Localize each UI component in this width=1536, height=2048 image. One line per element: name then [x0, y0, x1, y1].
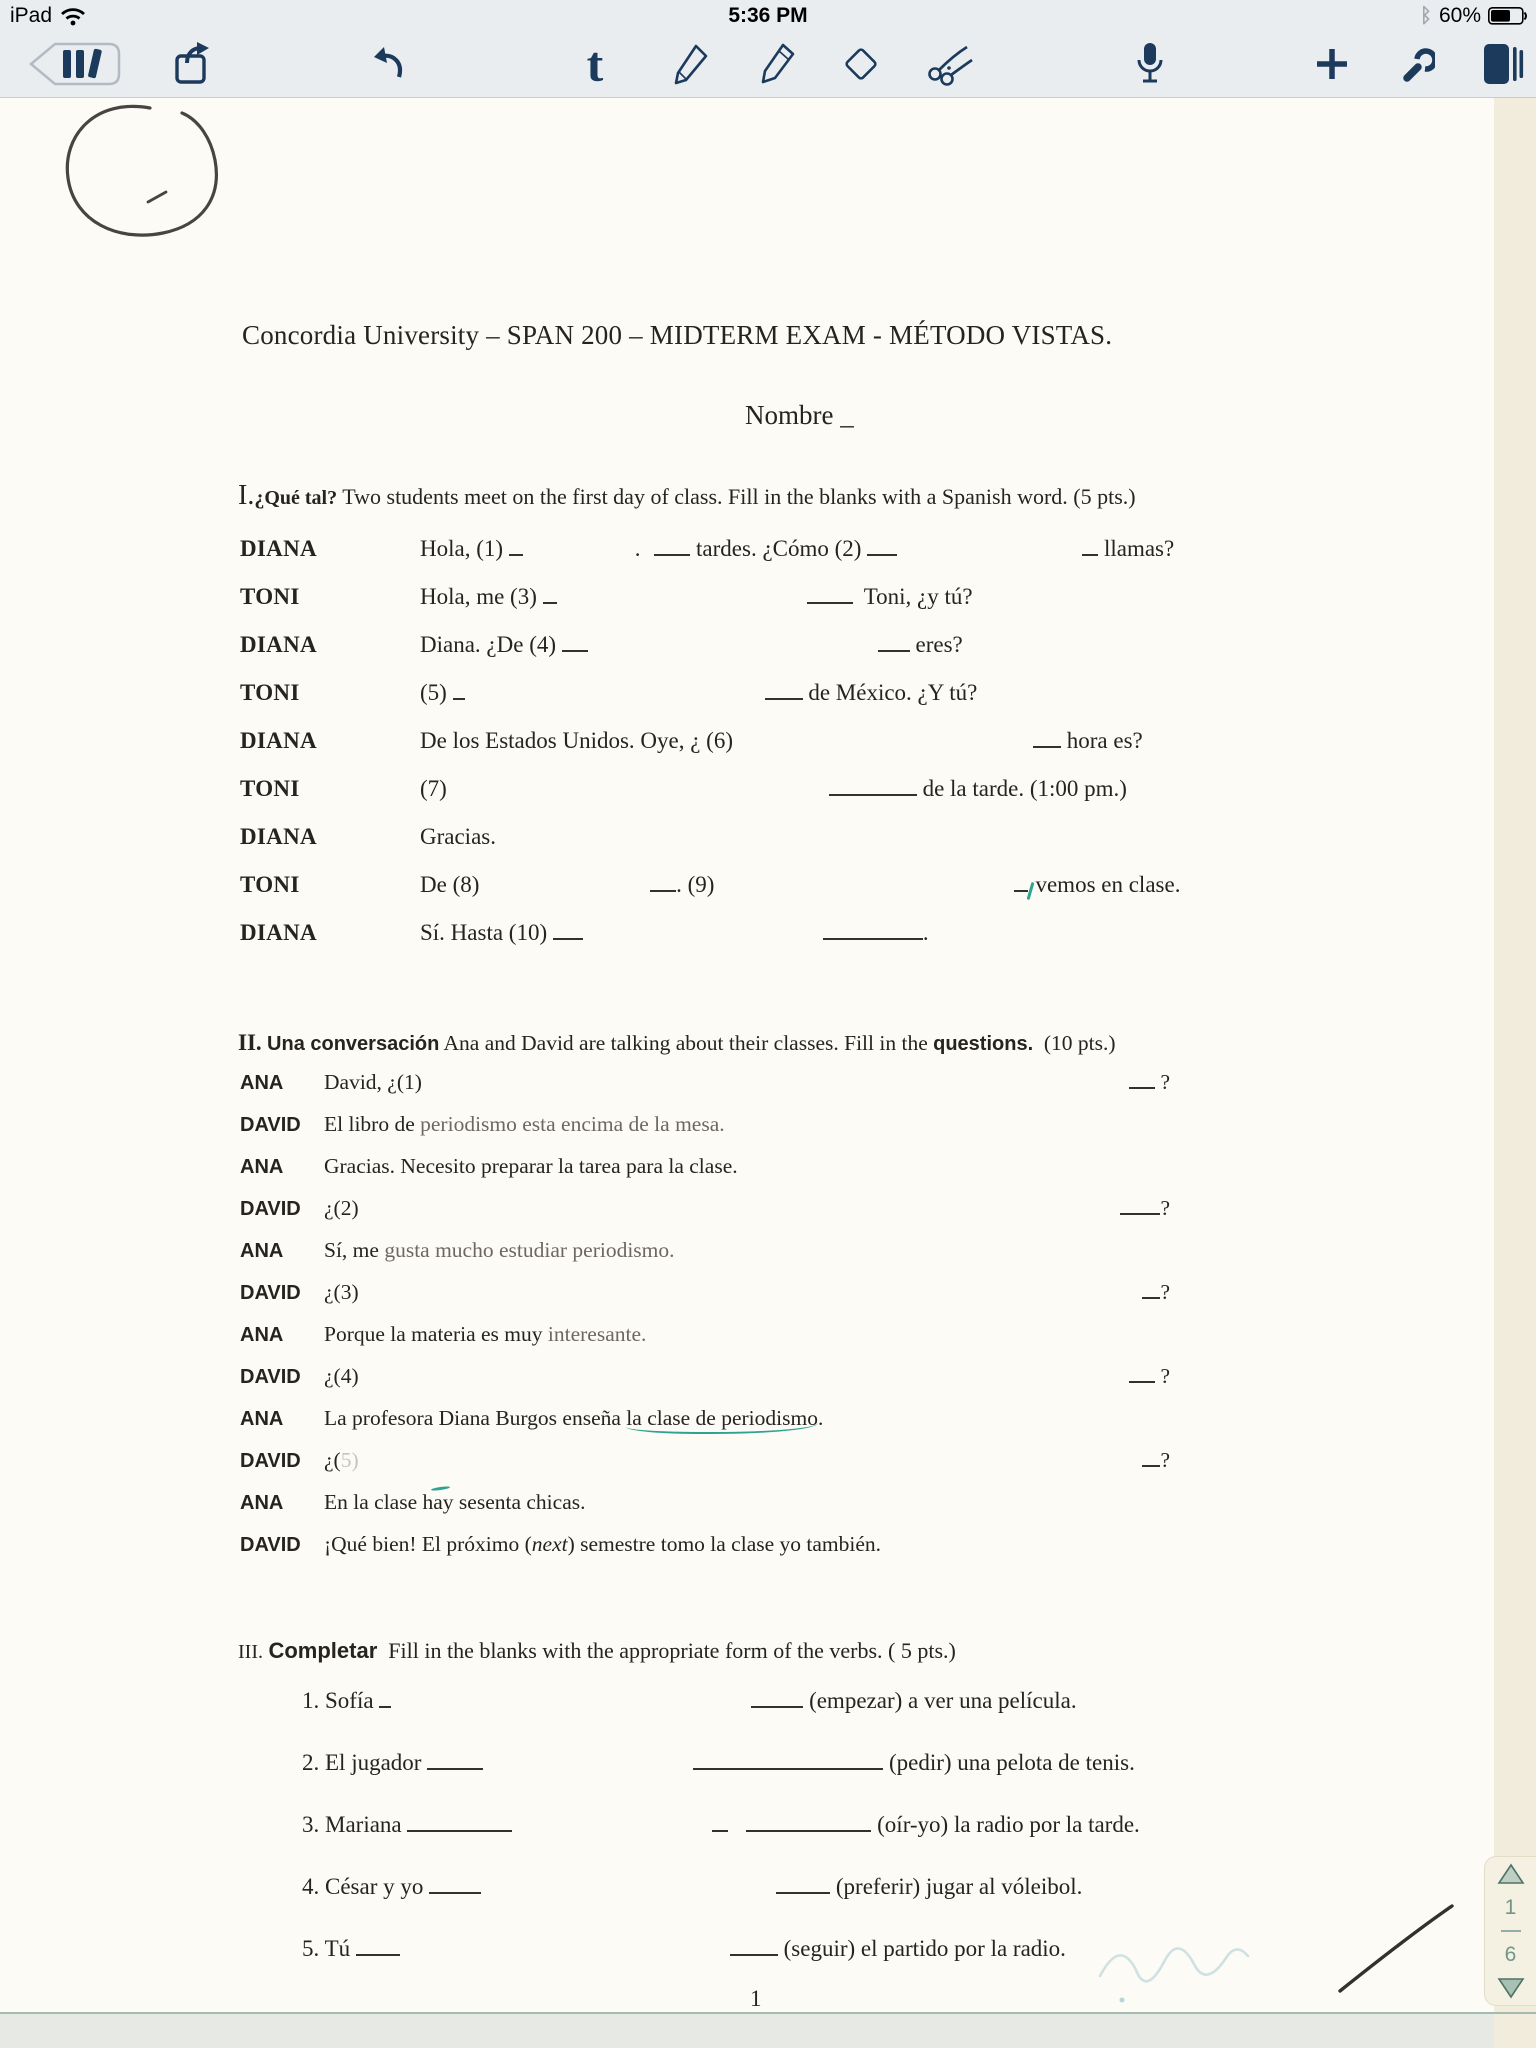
section-3-desc: Fill in the blanks with the appropriate form of the verbs. ( 5 pts.): [377, 1638, 956, 1663]
text-segment: .: [922, 920, 929, 945]
fill-in-blank: [867, 550, 897, 556]
dialogue-line: [302, 1688, 1202, 1750]
section-1-number: I.: [238, 480, 255, 511]
gap: [483, 1769, 693, 1770]
gap: [714, 891, 1014, 892]
fill-in-blank: [807, 598, 853, 604]
dialogue-line: [240, 584, 1250, 632]
section-1-heading: [238, 480, 1136, 512]
text-segment: Hola, me (3): [420, 584, 543, 609]
bluetooth-icon: ᛒ: [1419, 4, 1432, 27]
fill-in-blank: [650, 886, 676, 892]
text-segment: hay: [422, 1490, 454, 1514]
section-3-heading: [238, 1638, 956, 1664]
speaker-label: ANA: [240, 1492, 284, 1514]
fill-in-blank: [1142, 1461, 1160, 1467]
line-body: [324, 1112, 1170, 1137]
text-segment: (pedir) una pelota de tenis.: [883, 1750, 1135, 1775]
back-to-library-button[interactable]: [14, 38, 126, 90]
dialogue-line: [240, 1322, 1170, 1364]
text-segment: (oír-yo) la radio por la tarde.: [871, 1812, 1140, 1837]
text-segment: David, ¿(1): [324, 1070, 422, 1094]
speaker-label: ANA: [240, 1156, 284, 1178]
page-navigator: [1484, 1856, 1536, 2006]
line-body: [324, 1154, 1170, 1179]
section-1-lead: ¿Qué tal?: [254, 487, 338, 509]
fill-in-blank: [1129, 1083, 1155, 1089]
dialogue-line: [240, 824, 1250, 872]
speaker-label: DIANA: [240, 632, 317, 657]
scan-edge-strip: [1494, 98, 1536, 2048]
section-2-mid: Ana and David are talking about their classes. Fill in the: [439, 1031, 934, 1055]
text-segment: 1. Sofía: [302, 1688, 380, 1713]
text-segment: la clase de periodismo: [626, 1406, 818, 1434]
page-number: 1: [750, 1986, 762, 2011]
handwritten-tick: [148, 192, 166, 202]
text-segment: next: [531, 1532, 568, 1556]
speaker-label: TONI: [240, 872, 300, 897]
fill-in-blank: [712, 1826, 728, 1832]
text-segment: Gracias.: [420, 824, 496, 849]
line-body: [324, 1364, 1170, 1389]
fill-in-blank: [562, 646, 588, 652]
scissors-tool-button[interactable]: [924, 38, 976, 90]
speaker-label: DAVID: [240, 1282, 301, 1304]
fill-in-blank: [1033, 742, 1061, 748]
text-segment: . (9): [676, 872, 715, 897]
text-segment: De los Estados Unidos. Oye, ¿ (6): [420, 728, 734, 753]
fill-in-blank: [553, 934, 583, 940]
text-segment: (preferir) jugar al vóleibol.: [830, 1874, 1083, 1899]
text-segment: 5): [340, 1448, 359, 1472]
page-bottom-edge: [0, 2012, 1536, 2014]
text-segment: ?: [1155, 1364, 1170, 1388]
line-body: [420, 920, 1250, 946]
section-3-lead: Completar: [268, 1638, 378, 1663]
dialogue-line: [240, 872, 1250, 920]
dialogue-line: [240, 1364, 1170, 1406]
fill-in-blank: [427, 1764, 483, 1770]
speaker-label: DIANA: [240, 920, 317, 945]
speaker-label: ANA: [240, 1324, 284, 1346]
text-segment: 3. Mariana: [302, 1812, 408, 1837]
text-tool-button[interactable]: [572, 38, 618, 90]
text-segment: Toni, ¿y tú?: [852, 584, 973, 609]
text-segment: .: [817, 1406, 824, 1430]
undo-icon: [366, 43, 408, 85]
exam-title: Concordia University – SPAN 200 – MIDTERM EXAM - MÉTODO VISTAS.: [242, 320, 1113, 350]
section-2-number: II.: [238, 1030, 262, 1055]
fill-in-blank: [1129, 1377, 1155, 1383]
gap: [728, 1831, 746, 1832]
text-segment: ¿(4): [324, 1364, 359, 1388]
gap: [391, 1707, 751, 1708]
gap: [557, 603, 807, 604]
speaker-label: TONI: [240, 680, 300, 705]
fill-in-blank: [693, 1764, 883, 1770]
speaker-label: DAVID: [240, 1198, 301, 1220]
text-segment: El libro de: [324, 1112, 421, 1136]
gap: [400, 1955, 730, 1956]
fill-in-blank: [1142, 1293, 1160, 1299]
section-2-lead2: questions.: [933, 1033, 1034, 1055]
pages-icon: [1480, 41, 1526, 87]
line-body: [420, 872, 1250, 898]
dialogue-line: [240, 1406, 1170, 1448]
line-body: [420, 680, 1250, 706]
speaker-label: DAVID: [240, 1534, 301, 1556]
text-segment: ¿(2): [324, 1196, 359, 1220]
section-1-desc: Two students meet on the first day of class. Fill in the blanks with a Spanish word. (5 pts.): [337, 484, 1136, 509]
speaker-label: TONI: [240, 584, 300, 609]
line-body: [302, 1874, 1202, 1900]
text-segment: llamas?: [1098, 536, 1175, 561]
section-3-number: III.: [238, 1641, 263, 1663]
dialogue-line: [240, 1532, 1170, 1574]
share-button[interactable]: [168, 38, 214, 90]
section-2-dialogue: [240, 1070, 1170, 1574]
speaker-label: DAVID: [240, 1114, 301, 1136]
pencil-icon: [670, 41, 712, 87]
page-down-icon[interactable]: [1497, 1977, 1525, 1999]
dialogue-line: [240, 1070, 1170, 1112]
gap: [646, 555, 654, 556]
fill-in-blank: [730, 1950, 778, 1956]
line-body: [302, 1750, 1202, 1776]
text-segment: La profesora Diana Burgos enseña: [324, 1406, 627, 1430]
fill-in-blank: [429, 1888, 481, 1894]
speaker-label: DIANA: [240, 728, 317, 753]
text-segment: (5): [420, 680, 453, 705]
dialogue-line: [240, 1238, 1170, 1280]
tools-button[interactable]: [1392, 38, 1438, 90]
gap: [512, 1831, 712, 1832]
text-segment: sesenta chicas.: [453, 1490, 586, 1514]
text-segment: ?: [1155, 1070, 1170, 1094]
dialogue-line: [240, 1196, 1170, 1238]
fill-in-blank: [751, 1702, 803, 1708]
line-body: [324, 1406, 1170, 1434]
handwritten-slash: [1340, 1906, 1452, 1991]
line-body: [324, 1322, 1170, 1347]
fill-in-blank: [829, 790, 917, 796]
text-segment: De (8): [420, 872, 486, 897]
section-3-items: [302, 1688, 1202, 1998]
text-segment: Diana. ¿De (4): [420, 632, 562, 657]
total-pages: 6: [1504, 1942, 1517, 1966]
microphone-icon: [1134, 40, 1166, 88]
text-segment: (empezar) a ver una película.: [803, 1688, 1077, 1713]
fill-in-blank: [878, 646, 910, 652]
dialogue-line: [240, 1112, 1170, 1154]
fill-in-blank: [453, 694, 465, 700]
text-segment: (7): [420, 776, 447, 801]
line-body: [324, 1532, 1170, 1557]
add-button[interactable]: [1310, 38, 1354, 90]
highlighter-icon: [755, 41, 797, 87]
dialogue-line: [240, 728, 1250, 776]
dialogue-line: [240, 680, 1250, 728]
dialogue-line: [302, 1874, 1202, 1936]
battery-icon: [1488, 7, 1528, 25]
line-body: [324, 1196, 1170, 1221]
text-segment: ) semestre tomo la clase yo también.: [567, 1532, 882, 1556]
text-segment: de México. ¿Y tú?: [802, 680, 978, 705]
wrench-icon: [1395, 44, 1435, 84]
line-body: [302, 1812, 1202, 1838]
dialogue-line: [240, 776, 1250, 824]
dialogue-line: [240, 1280, 1170, 1322]
line-body: [302, 1688, 1202, 1714]
text-segment: de la tarde. (1:00 pm.): [916, 776, 1127, 801]
line-body: [420, 776, 1250, 802]
library-icon: [15, 40, 125, 88]
faint-ink-dot: [1120, 1998, 1125, 2003]
text-segment: vemos en clase.: [1035, 872, 1181, 897]
line-body: [324, 1448, 1170, 1473]
top-bars: [0, 0, 1536, 98]
fill-in-blank: [823, 934, 923, 940]
line-body: [420, 536, 1250, 562]
text-segment: (seguir) el partido por la radio.: [777, 1936, 1066, 1961]
line-body: [324, 1490, 1170, 1515]
section-2-tail: (10 pts.): [1033, 1031, 1116, 1055]
gap: [447, 795, 829, 796]
text-segment: Hola, (1): [420, 536, 509, 561]
text-segment: ?: [1160, 1280, 1170, 1304]
gap: [733, 747, 1033, 748]
green-check-mark: [1027, 882, 1035, 900]
text-segment: 2. El jugador: [302, 1750, 428, 1775]
text-segment: hora es?: [1061, 728, 1143, 753]
speaker-label: DIANA: [240, 536, 317, 561]
clock: 5:36 PM: [728, 4, 808, 27]
text-segment: interesante.: [547, 1322, 647, 1346]
text-segment: Sí. Hasta (10): [420, 920, 553, 945]
text-segment: tardes. ¿Cómo (2): [690, 536, 868, 561]
fill-in-blank: [654, 550, 690, 556]
gap: [523, 555, 635, 556]
line-body: [324, 1238, 1170, 1263]
microphone-button[interactable]: [1128, 38, 1172, 90]
page-divider: [1501, 1930, 1521, 1932]
pencil-tool-button[interactable]: [668, 38, 714, 90]
text-segment: En la clase: [324, 1490, 423, 1514]
dialogue-line: [240, 920, 1250, 968]
status-bar: [0, 0, 1536, 33]
text-segment: periodismo esta encima de la mesa.: [420, 1112, 725, 1136]
dialogue-line: [240, 632, 1250, 680]
text-segment: 5. Tú: [302, 1936, 356, 1961]
document-page: [0, 98, 1536, 2013]
gap: [583, 939, 823, 940]
line-body: [302, 1936, 1202, 1962]
fill-in-blank: [407, 1826, 512, 1832]
next-page-gap: [0, 2014, 1536, 2048]
section-2-heading: [238, 1030, 1116, 1056]
fill-in-blank: [746, 1826, 871, 1832]
fill-in-blank: [776, 1888, 830, 1894]
highlighter-tool-button[interactable]: [753, 38, 799, 90]
fill-in-blank: [379, 1702, 391, 1708]
text-segment: ¿(: [324, 1448, 341, 1472]
line-body: [420, 632, 1250, 658]
dialogue-line: [240, 1448, 1170, 1490]
gap: [588, 651, 878, 652]
speaker-label: DIANA: [240, 824, 317, 849]
speaker-label: DAVID: [240, 1366, 301, 1388]
gap: [485, 891, 650, 892]
speaker-label: ANA: [240, 1408, 284, 1430]
gap: [465, 699, 765, 700]
eraser-icon: [839, 42, 883, 86]
page-switcher-button[interactable]: [1478, 38, 1528, 90]
speaker-label: TONI: [240, 776, 300, 801]
share-icon: [171, 41, 211, 87]
dialogue-line: [240, 1490, 1170, 1532]
line-body: [324, 1070, 1170, 1095]
text-segment: ¿(3): [324, 1280, 359, 1304]
speaker-label: ANA: [240, 1072, 284, 1094]
fill-in-blank: [1120, 1209, 1160, 1215]
device-label: iPad: [10, 4, 53, 27]
dialogue-line: [240, 1154, 1170, 1196]
current-page: 1: [1504, 1895, 1517, 1919]
gap: [481, 1893, 776, 1894]
fill-in-blank: [509, 550, 523, 556]
text-tool-icon: t: [586, 36, 604, 92]
text-segment: Sí, me: [324, 1238, 385, 1262]
text-segment: .: [634, 536, 647, 561]
text-segment: Porque la materia es muy: [324, 1322, 548, 1346]
plus-icon: [1314, 46, 1350, 82]
fill-in-blank: [356, 1950, 400, 1956]
line-body: [420, 584, 1250, 610]
speaker-label: DAVID: [240, 1450, 301, 1472]
dialogue-line: [240, 536, 1250, 584]
fill-in-blank: [1014, 886, 1028, 892]
line-body: [420, 728, 1250, 754]
fill-in-blank: [543, 598, 557, 604]
name-line: Nombre _: [745, 400, 854, 430]
text-segment: ?: [1160, 1448, 1170, 1472]
eraser-tool-button[interactable]: [838, 38, 884, 90]
section-1-dialogue: [240, 536, 1250, 968]
text-segment: ¡Qué bien! El próximo (: [324, 1532, 532, 1556]
fill-in-blank: [1082, 550, 1098, 556]
fill-in-blank: [765, 694, 803, 700]
line-body: [324, 1280, 1170, 1305]
battery-percent: 60%: [1438, 4, 1481, 27]
dialogue-line: [302, 1812, 1202, 1874]
page-up-icon[interactable]: [1497, 1863, 1525, 1885]
line-body: [420, 824, 1250, 850]
section-2-lead: Una conversación: [267, 1033, 440, 1055]
text-segment: eres?: [909, 632, 963, 657]
gap: [897, 555, 1082, 556]
text-segment: 4. César y yo: [302, 1874, 430, 1899]
dialogue-line: [302, 1750, 1202, 1812]
undo-button[interactable]: [364, 38, 410, 90]
text-segment: ?: [1160, 1196, 1170, 1220]
text-segment: gusta mucho estudiar periodismo.: [384, 1238, 675, 1262]
handwritten-circle: [67, 106, 216, 235]
speaker-label: ANA: [240, 1240, 284, 1262]
text-segment: Gracias. Necesito preparar la tarea para la clase.: [324, 1154, 738, 1178]
scissors-icon: [925, 42, 975, 86]
